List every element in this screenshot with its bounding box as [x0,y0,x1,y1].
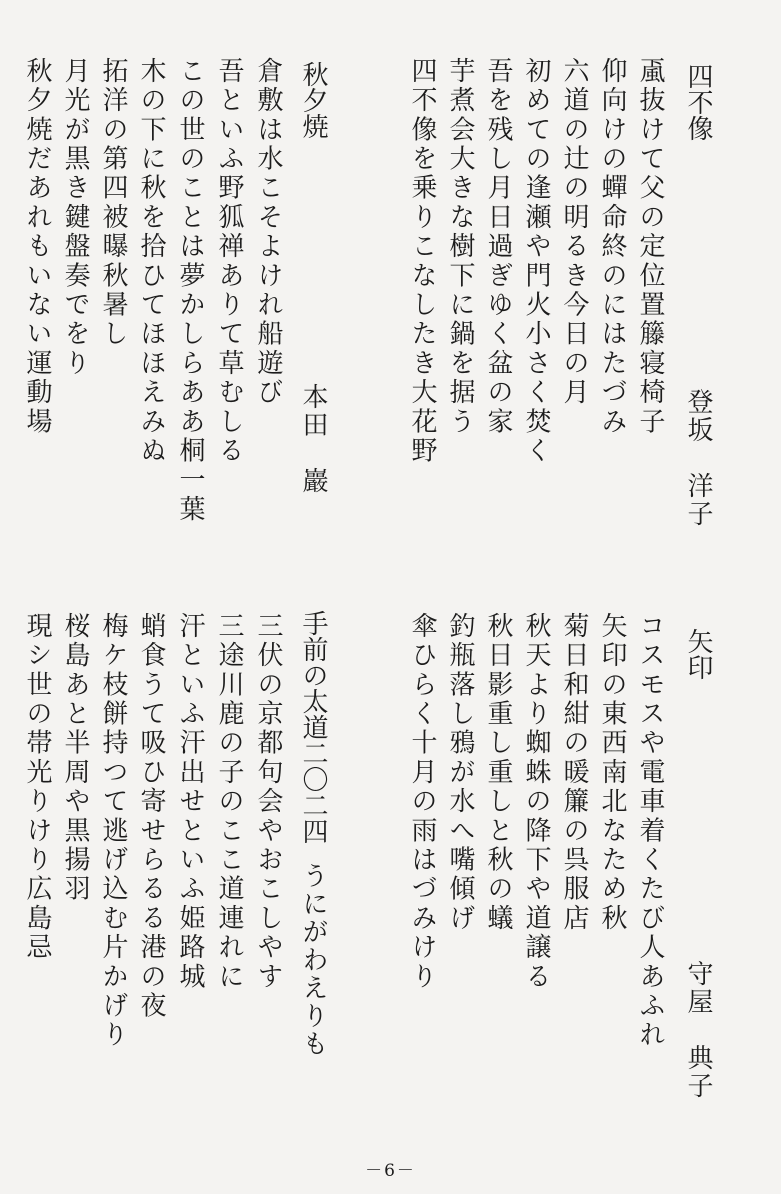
haiku-line: 傘ひらく十月の雨はづみけり [407,612,437,992]
haiku-line: 月光が黒き鍵盤奏でをり [60,57,90,379]
haiku-section-2 [15,45,350,525]
section-author: うにがわえりも [298,862,328,1058]
haiku-line: 秋日影重し重しと秋の蟻 [483,612,513,934]
section-author: 守屋 典子 [683,960,713,1100]
section-author: 登坂 洋子 [683,388,713,528]
haiku-line: 颪抜けて父の定位置籐寝椅子 [635,57,665,437]
section-title: 手前の太道二〇二四 [298,610,328,844]
haiku-line: 四不像を乗りこなしたき大花野 [407,57,437,466]
haiku-line: 菊日和紺の暖簾の呉服店 [559,612,589,934]
haiku-line: 初めての逢瀬や門火小さく焚く [521,57,551,466]
haiku-line: 仰向けの蟬命終のにはたづみ [597,57,627,437]
page-number: －6－ [365,1161,416,1181]
haiku-line: 現シ世の帯光りけり広島忌 [22,612,52,963]
haiku-line: 吾を残し月日過ぎゆく盆の家 [483,57,513,437]
haiku-section-1 [400,45,730,528]
haiku-line: 三途川鹿の子のここ道連れに [214,612,244,992]
haiku-section-4 [15,600,350,1080]
haiku-line: 木の下に秋を拾ひてほほえみぬ [136,57,166,466]
haiku-line: 釣瓶落し鴉が水へ嘴傾げ [445,612,475,934]
haiku-line: 芋煮会大きな樹下に鍋を据う [445,57,475,437]
section-author: 本田 巖 [298,383,328,495]
haiku-line: 吾といふ野狐禅ありて草むしる [214,57,244,466]
section-title: 四不像 [683,63,713,141]
section-title: 矢印 [683,628,713,680]
haiku-line: コスモスや電車着くたび人あふれ [635,612,665,1050]
section-title: 秋夕焼 [298,61,328,139]
haiku-line: 三伏の京都句会やおこしやす [253,612,283,992]
haiku-line: 拓洋の第四被曝秋暑し [98,57,128,349]
haiku-line: 倉敷は水こそよけれ船遊び [253,57,283,408]
haiku-section-3 [400,600,730,1100]
haiku-line: 六道の辻の明るき今日の月 [559,57,589,408]
haiku-line: 秋夕焼だあれもいない運動場 [22,57,52,437]
haiku-line: 汗といふ汗出せといふ姫路城 [175,612,205,992]
haiku-line: この世のことは夢かしらああ桐一葉 [175,57,205,525]
haiku-line: 秋天より蜘蛛の降下や道譲る [521,612,551,992]
haiku-line: 矢印の東西南北なため秋 [597,612,627,934]
haiku-line: 桜島あと半周や黒揚羽 [60,612,90,904]
haiku-line: 梅ケ枝餅持つて逃げ込む片かげり [98,612,128,1050]
haiku-line: 蛸食うて吸ひ寄せらるる港の夜 [136,612,166,1021]
